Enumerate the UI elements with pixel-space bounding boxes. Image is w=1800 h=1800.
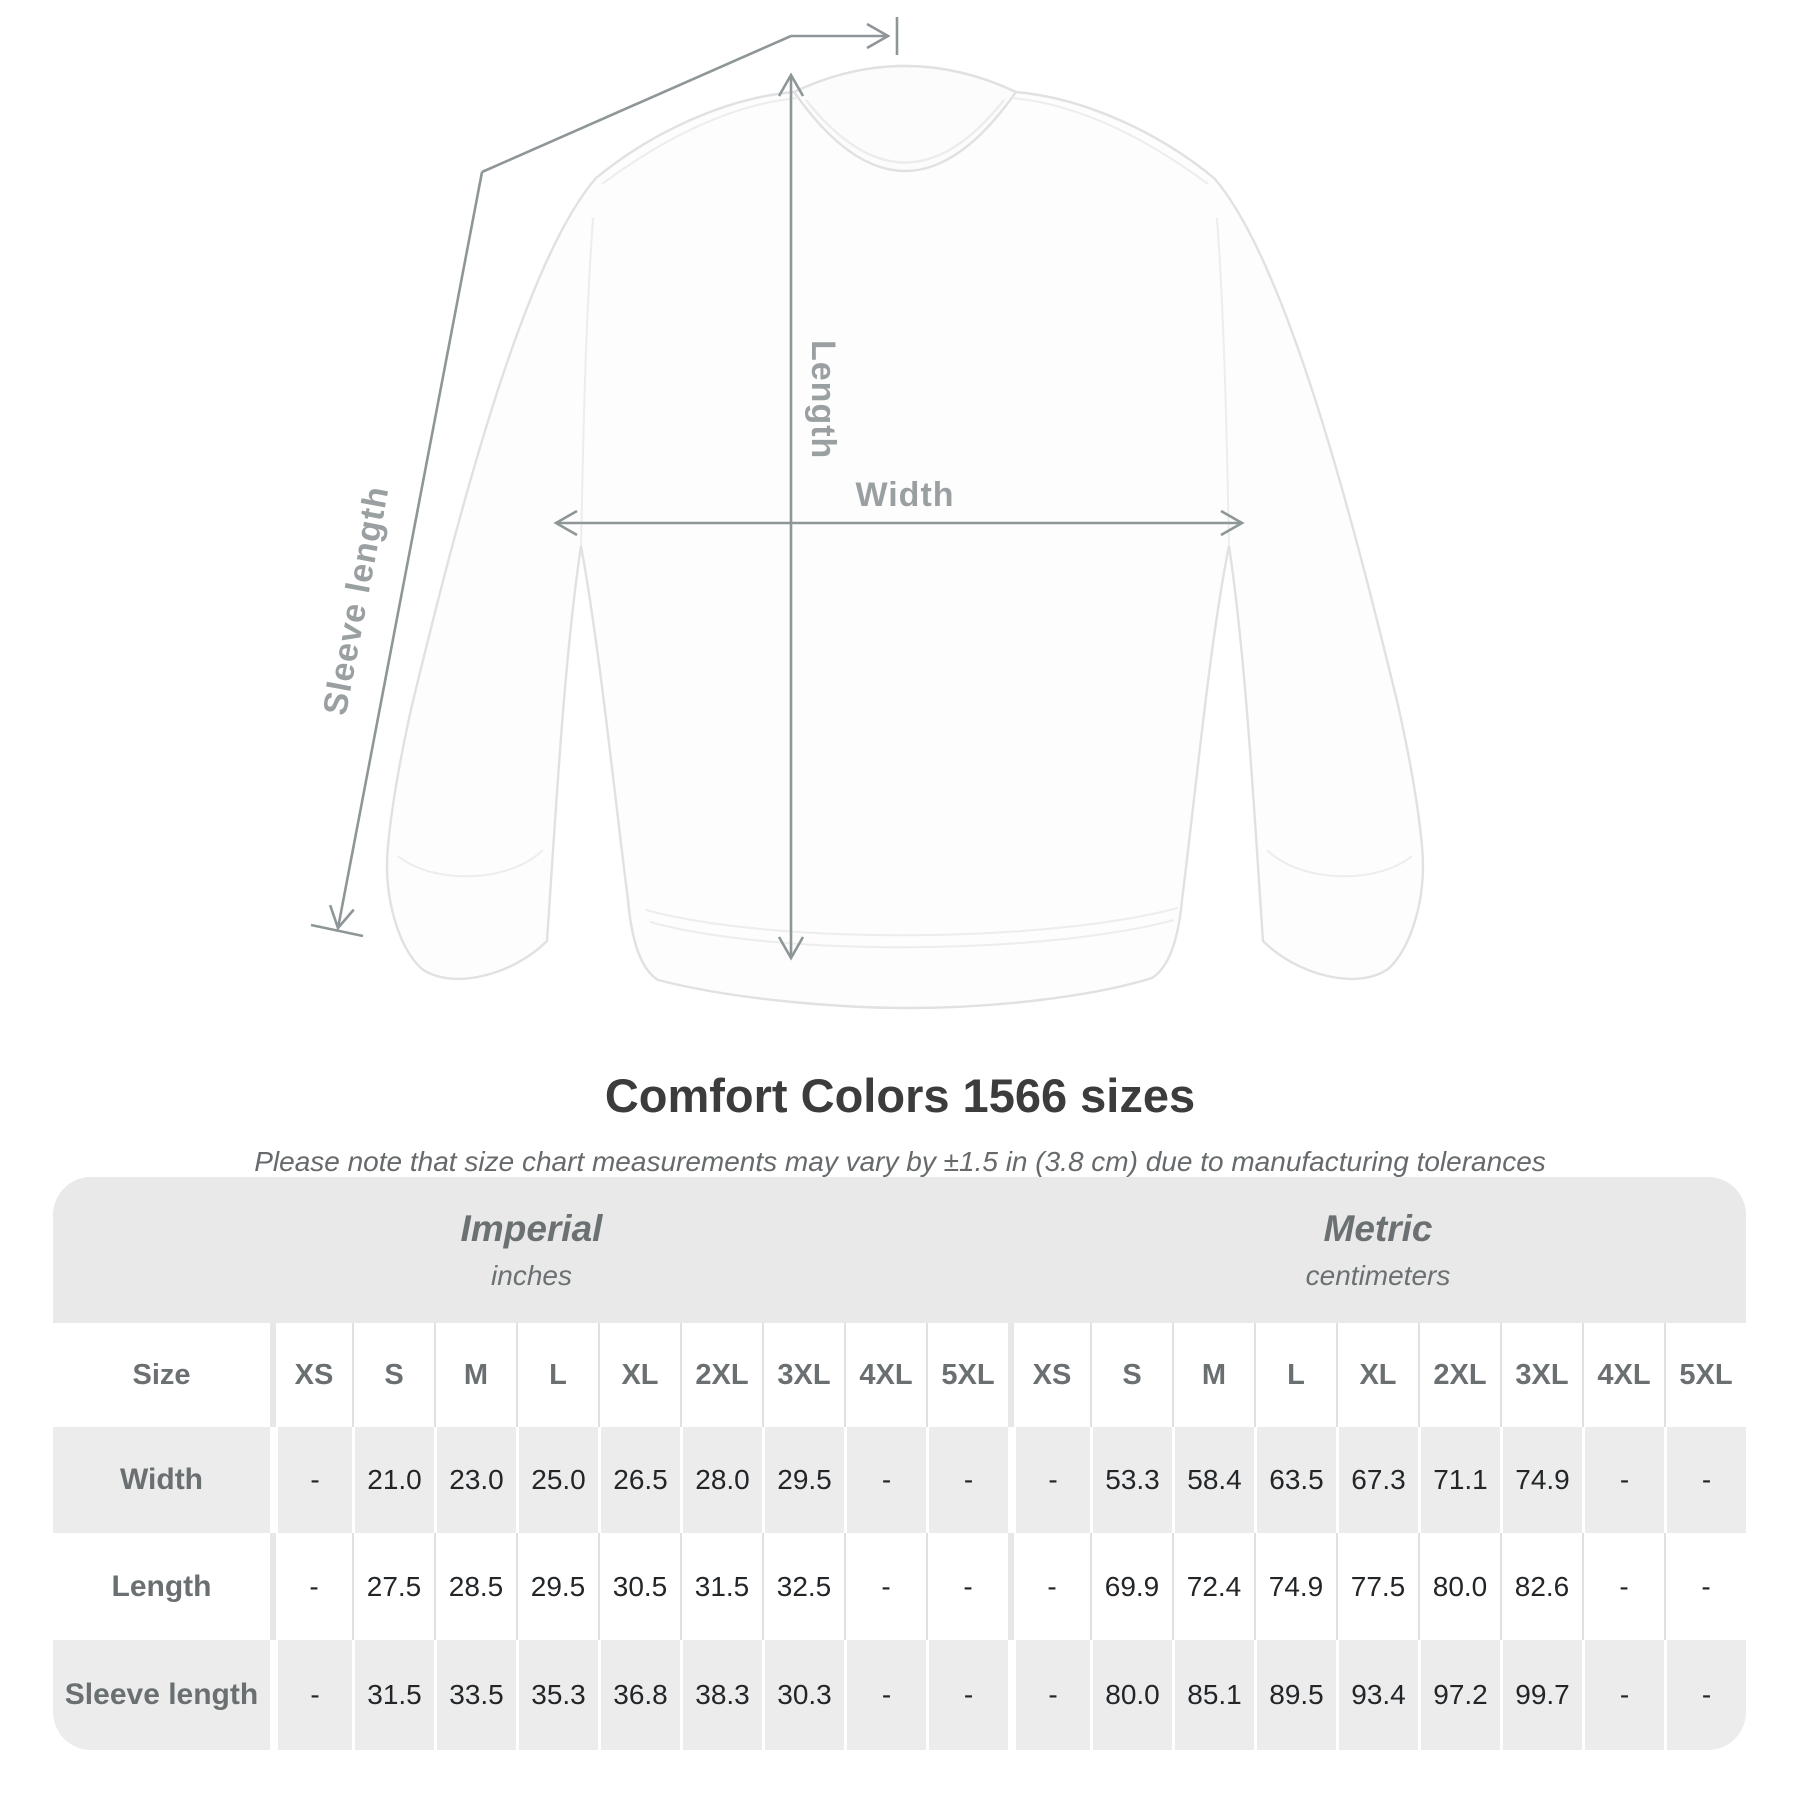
- size-table-grid: [53, 1323, 1746, 1750]
- imperial-value-cell: 31.5: [680, 1533, 762, 1640]
- imperial-value-cell: 29.5: [516, 1533, 598, 1640]
- size-header-imperial-xs: XS: [270, 1323, 352, 1427]
- tolerance-note: Please note that size chart measurements may vary by ±1.5 in (3.8 cm) due to manufacturing tolerances: [254, 1146, 1546, 1177]
- metric-value-cell: 89.5: [1254, 1640, 1336, 1750]
- metric-value-cell: 53.3: [1090, 1427, 1172, 1533]
- metric-value-cell: 82.6: [1500, 1533, 1582, 1640]
- size-header-row: [53, 1323, 1746, 1427]
- imperial-value-cell: -: [844, 1533, 926, 1640]
- row-label: Sleeve length: [64, 1678, 259, 1711]
- imperial-value-cell: -: [926, 1427, 1008, 1533]
- size-header-metric-4xl: 4XL: [1582, 1323, 1664, 1427]
- metric-value-cell: -: [1008, 1427, 1090, 1533]
- metric-value-cell: 99.7: [1500, 1640, 1582, 1750]
- metric-value-cell: -: [1008, 1640, 1090, 1750]
- size-header-imperial-xl: XL: [598, 1323, 680, 1427]
- metric-value-cell: -: [1582, 1533, 1664, 1640]
- size-header-imperial-s: S: [352, 1323, 434, 1427]
- metric-value-cell: 97.2: [1418, 1640, 1500, 1750]
- imperial-value-cell: -: [270, 1533, 352, 1640]
- imperial-value-cell: 36.8: [598, 1640, 680, 1750]
- sleeve-length-measure-label: Sleeve length: [316, 482, 397, 719]
- metric-value-cell: 74.9: [1500, 1427, 1582, 1533]
- metric-value-cell: 77.5: [1336, 1533, 1418, 1640]
- size-header-metric-s: S: [1090, 1323, 1172, 1427]
- metric-value-cell: -: [1582, 1427, 1664, 1533]
- table-row-length: [53, 1533, 1746, 1640]
- size-header-metric-5xl: 5XL: [1664, 1323, 1746, 1427]
- metric-value-cell: 72.4: [1172, 1533, 1254, 1640]
- imperial-value-cell: -: [270, 1640, 352, 1750]
- metric-value-cell: 71.1: [1418, 1427, 1500, 1533]
- size-header-metric-2xl: 2XL: [1418, 1323, 1500, 1427]
- imperial-value-cell: 26.5: [598, 1427, 680, 1533]
- metric-value-cell: -: [1664, 1427, 1746, 1533]
- imperial-unit-label: inches: [491, 1260, 572, 1291]
- metric-value-cell: 58.4: [1172, 1427, 1254, 1533]
- imperial-value-cell: 38.3: [680, 1640, 762, 1750]
- metric-value-cell: 69.9: [1090, 1533, 1172, 1640]
- size-header-metric-xs: XS: [1008, 1323, 1090, 1427]
- imperial-value-cell: 23.0: [434, 1427, 516, 1533]
- table-row-sleeve-length: [53, 1640, 1746, 1750]
- metric-group-header: [1010, 1177, 1746, 1323]
- metric-value-cell: 63.5: [1254, 1427, 1336, 1533]
- size-header-imperial-5xl: 5XL: [926, 1323, 1008, 1427]
- size-column-header: Size: [132, 1358, 191, 1391]
- size-header-metric-xl: XL: [1336, 1323, 1418, 1427]
- metric-value-cell: 67.3: [1336, 1427, 1418, 1533]
- size-header-imperial-3xl: 3XL: [762, 1323, 844, 1427]
- imperial-value-cell: 32.5: [762, 1533, 844, 1640]
- size-header-imperial-m: M: [434, 1323, 516, 1427]
- imperial-value-cell: 28.5: [434, 1533, 516, 1640]
- imperial-value-cell: 21.0: [352, 1427, 434, 1533]
- imperial-value-cell: 27.5: [352, 1533, 434, 1640]
- metric-value-cell: -: [1008, 1533, 1090, 1640]
- metric-value-cell: -: [1582, 1640, 1664, 1750]
- page-title: Comfort Colors 1566 sizes: [604, 1069, 1196, 1122]
- metric-value-cell: -: [1664, 1640, 1746, 1750]
- metric-value-cell: 80.0: [1090, 1640, 1172, 1750]
- width-measure-label: Width: [855, 476, 955, 514]
- metric-value-cell: -: [1664, 1533, 1746, 1640]
- metric-value-cell: 74.9: [1254, 1533, 1336, 1640]
- imperial-value-cell: -: [926, 1533, 1008, 1640]
- sweatshirt-body: [387, 66, 1423, 1008]
- row-label: Length: [111, 1569, 212, 1603]
- size-header-imperial-l: L: [516, 1323, 598, 1427]
- metric-value-cell: 80.0: [1418, 1533, 1500, 1640]
- size-chart-table: [53, 1177, 1746, 1750]
- size-header-metric-3xl: 3XL: [1500, 1323, 1582, 1427]
- imperial-value-cell: 33.5: [434, 1640, 516, 1750]
- metric-label: Metric: [1323, 1208, 1433, 1249]
- imperial-value-cell: -: [844, 1640, 926, 1750]
- imperial-value-cell: 29.5: [762, 1427, 844, 1533]
- metric-value-cell: 93.4: [1336, 1640, 1418, 1750]
- metric-value-cell: 85.1: [1172, 1640, 1254, 1750]
- imperial-value-cell: 35.3: [516, 1640, 598, 1750]
- size-header-imperial-4xl: 4XL: [844, 1323, 926, 1427]
- imperial-value-cell: 31.5: [352, 1640, 434, 1750]
- imperial-value-cell: -: [844, 1427, 926, 1533]
- size-header-metric-m: M: [1172, 1323, 1254, 1427]
- imperial-label: Imperial: [460, 1208, 603, 1249]
- imperial-value-cell: -: [926, 1640, 1008, 1750]
- imperial-value-cell: -: [270, 1427, 352, 1533]
- size-header-imperial-2xl: 2XL: [680, 1323, 762, 1427]
- imperial-group-header: [53, 1177, 1010, 1323]
- imperial-value-cell: 30.5: [598, 1533, 680, 1640]
- imperial-value-cell: 28.0: [680, 1427, 762, 1533]
- row-label: Width: [119, 1463, 204, 1496]
- metric-unit-label: centimeters: [1305, 1260, 1451, 1291]
- size-header-metric-l: L: [1254, 1323, 1336, 1427]
- unit-group-band: [53, 1177, 1746, 1323]
- length-measure-label: Length: [804, 340, 842, 460]
- imperial-value-cell: 30.3: [762, 1640, 844, 1750]
- table-row-width: [53, 1427, 1746, 1533]
- imperial-value-cell: 25.0: [516, 1427, 598, 1533]
